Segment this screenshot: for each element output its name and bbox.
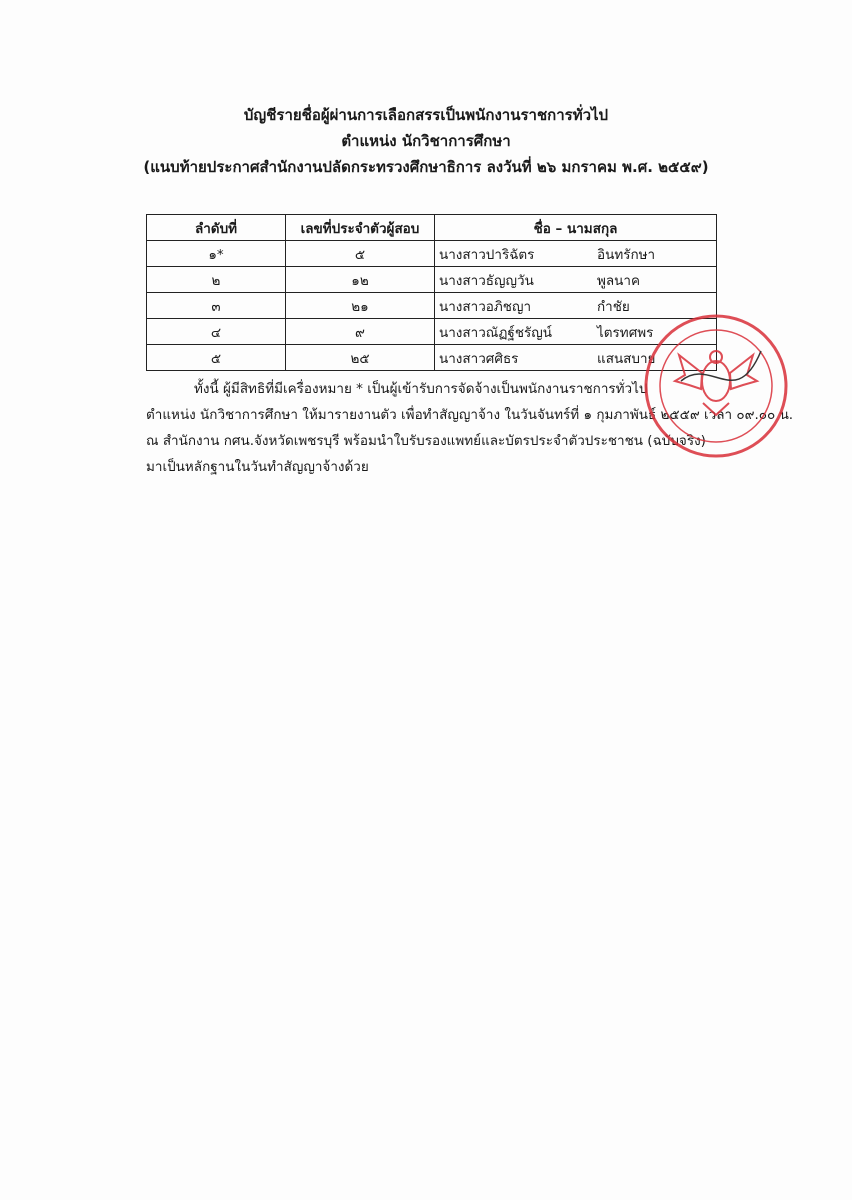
notice-line-2: ตำแหน่ง นักวิชาการศึกษา ให้มารายงานตัว เพื่อทำสัญญาจ้าง ในวันจันทร์ที่ ๑ กุมภาพันธ์ ๒๕๕๙ เวลา ๐๙.๐๐ น. [146,407,794,423]
official-seal-stamp [641,311,791,461]
notice-line-4: มาเป็นหลักฐานในวันทำสัญญาจ้างด้วย [146,459,369,475]
last-name-cell: ไตรทศพร [593,319,717,345]
last-name-cell: อินทรักษา [593,241,717,267]
table-row [147,319,717,345]
first-name-cell: นางสาวธัญญวัน [435,267,594,293]
table-row [147,241,717,267]
seal-outer-ring [646,316,786,456]
seal-inner-ring [660,330,772,442]
header-rank: ลำดับที่ [147,215,286,241]
exam-number-cell: ๒๕ [286,345,435,371]
first-name-cell: นางสาวปาริฉัตร [435,241,594,267]
last-name-cell: กำชัย [593,293,717,319]
table-row [147,345,717,371]
position-title: ตำแหน่ง นักวิชาการศึกษา [341,132,511,150]
rank-cell: ๑* [147,241,286,267]
announcement-reference: (แนบท้ายประกาศสำนักงานปลัดกระทรวงศึกษาธิการ ลงวันที่ ๒๖ มกราคม พ.ศ. ๒๕๕๙) [143,158,709,176]
first-name-cell: นางสาวศศิธร [435,345,594,371]
table-header-row [147,215,717,241]
candidate-table [146,214,717,371]
exam-number-cell: ๒๑ [286,293,435,319]
notice-line-1: ทั้งนี้ ผู้มีสิทธิที่มีเครื่องหมาย * เป็นผู้เข้ารับการจัดจ้างเป็นพนักงานราชการทั่วไป [194,381,648,397]
header-exam-number: เลขที่ประจำตัวผู้สอบ [286,215,435,241]
document-title: บัญชีรายชื่อผู้ผ่านการเลือกสรรเป็นพนักงานราชการทั่วไป [243,106,609,124]
last-name-cell: พูลนาค [593,267,717,293]
rank-cell: ๒ [147,267,286,293]
garuda-emblem-icon [675,351,757,415]
exam-number-cell: ๕ [286,241,435,267]
rank-cell: ๔ [147,319,286,345]
first-name-cell: นางสาวอภิชญา [435,293,594,319]
exam-number-cell: ๑๒ [286,267,435,293]
notice-line-3: ณ สำนักงาน กศน.จังหวัดเพชรบุรี พร้อมนำใบรับรองแพทย์และบัตรประจำตัวประชาชน (ฉบับจริง) [146,433,706,449]
rank-cell: ๓ [147,293,286,319]
exam-number-cell: ๙ [286,319,435,345]
last-name-cell: แสนสบาย [593,345,717,371]
header-full-name: ชื่อ – นามสกุล [435,215,717,241]
rank-cell: ๕ [147,345,286,371]
table-row [147,267,717,293]
table-row [147,293,717,319]
first-name-cell: นางสาวณัฏฐ์ชรัญน์ [435,319,594,345]
